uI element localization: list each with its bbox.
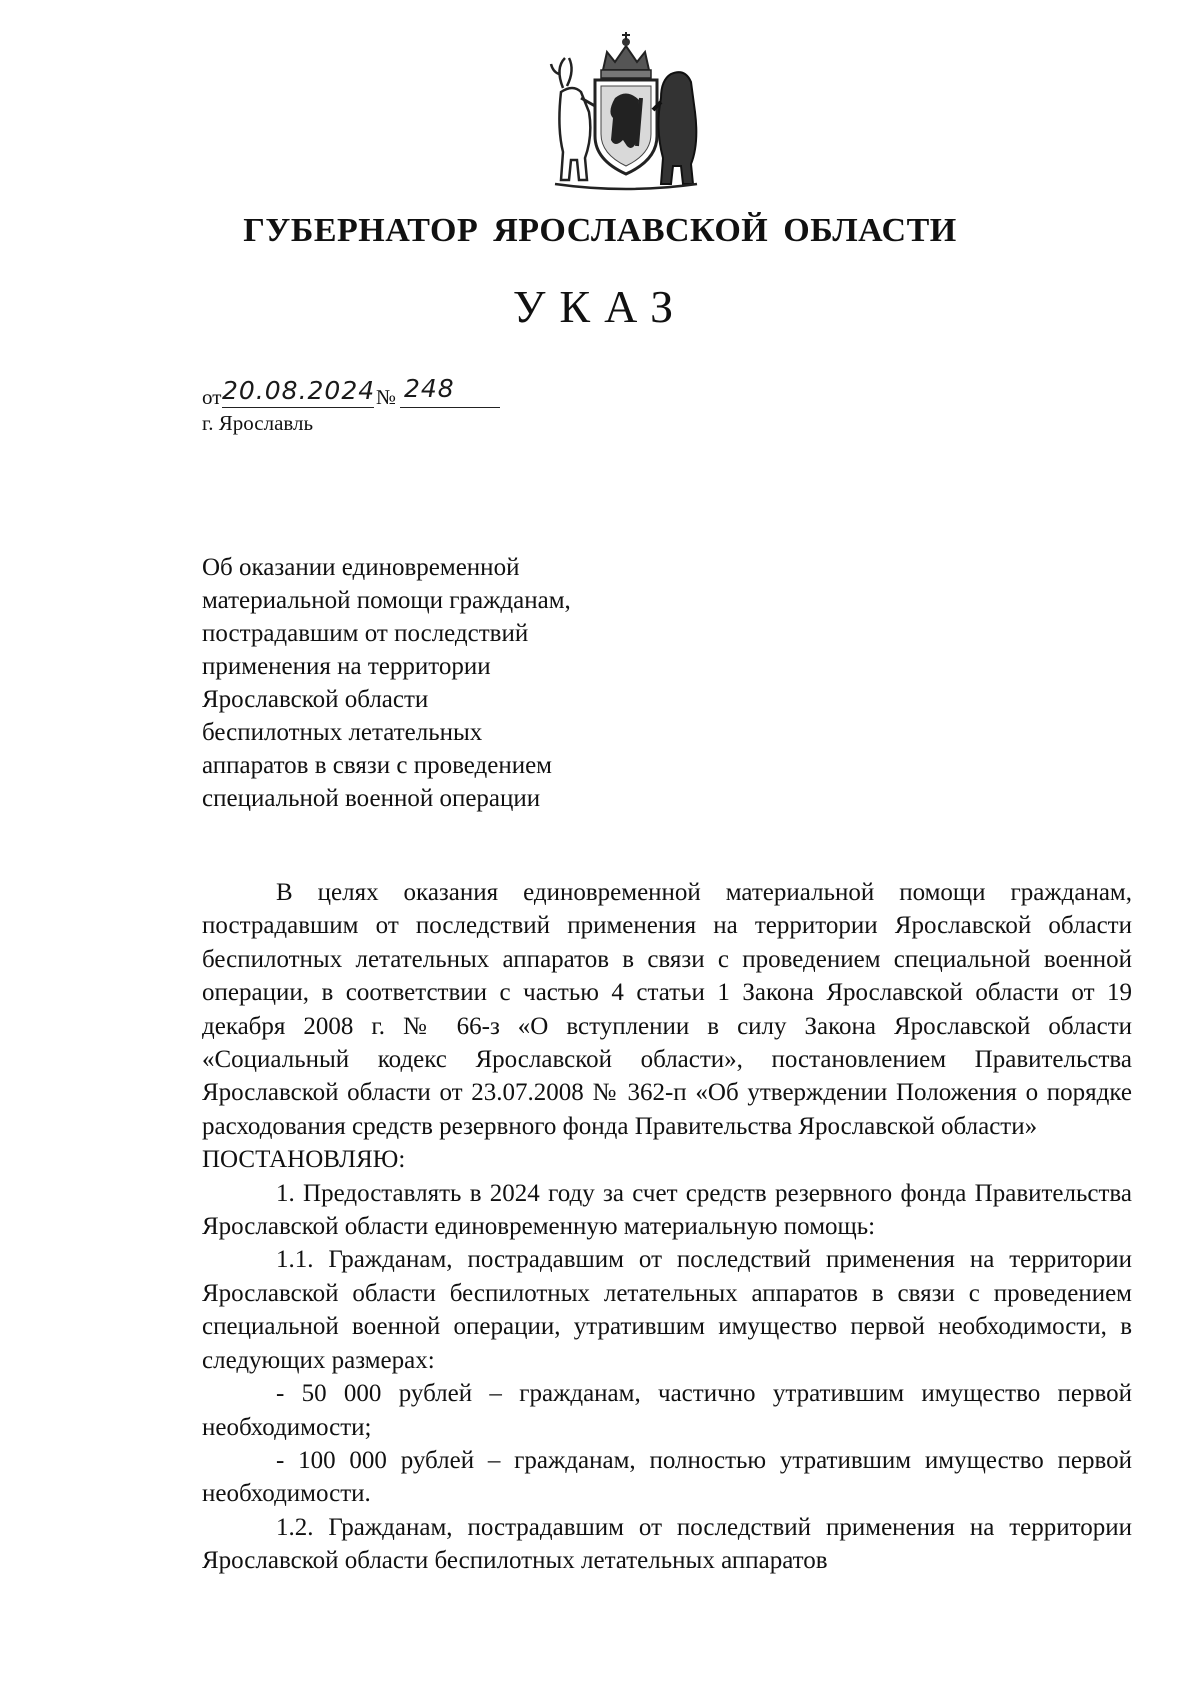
coat-of-arms-icon (545, 28, 707, 198)
item-1-2: 1.2. Гражданам, пострадавшим от последствий применения на территории Ярославской области беспилотных летательных аппаратов (202, 1513, 1132, 1575)
handwritten-number: 248 (404, 374, 455, 403)
subject-line: применения на территории (202, 653, 491, 680)
decree-word: ПОСТАНОВЛЯЮ: (202, 1146, 406, 1174)
date-number-line (202, 374, 562, 409)
subject-line: пострадавшим от последствий (202, 620, 529, 647)
decree-body (202, 876, 1132, 1578)
authority-title: ГУБЕРНАТОР ЯРОСЛАВСКОЙ ОБЛАСТИ (243, 212, 957, 249)
city-of-issue: г. Ярославль (202, 411, 314, 435)
subject-line: беспилотных летательных (202, 719, 483, 746)
subject-line: материальной помощи гражданам, (202, 587, 571, 614)
subject-line: аппаратов в связи с проведением (202, 752, 552, 779)
item-1-1-b: - 100 000 рублей – гражданам, полностью утратившим имущество первой необходимости. (202, 1446, 1132, 1508)
handwritten-date: 20.08.2024 (222, 376, 376, 405)
item-1: 1. Предоставлять в 2024 году за счет средств резервного фонда Правительства Ярославской области единовременную материальную помощь: (202, 1179, 1132, 1241)
document-type: УКАЗ (512, 281, 688, 332)
number-prefix: № (376, 385, 397, 409)
date-underline (222, 407, 374, 408)
item-1-1-a: - 50 000 рублей – гражданам, частично утратившим имущество первой необходимости; (202, 1380, 1132, 1441)
subject-line: Об оказании единовременной (202, 554, 520, 581)
preamble-paragraph: В целях оказания единовременной материальной помощи гражданам, пострадавшим от последствий применения на территории Ярославской области беспилотных летательных аппаратов в связи с проведением специальной военной операции, в соответствии с частью 4 статьи 1 Закона Ярославской области от 19 декабря 2008 г. № 66-з «О вступлении в силу Закона Ярославской области «Социальный кодекс Ярославской области», постановлением Правительства Ярославской области от 23.07.2008 № 362-п «Об утверждении Положения о порядке расходования средств резервного фонда Правительства Ярославской области» (202, 879, 1132, 1140)
item-1-1: 1.1. Гражданам, пострадавшим от последствий применения на территории Ярославской области беспилотных летательных аппаратов в связи с проведением специальной военной операции, утратившим имущество первой необходимости, в следующих размерах: (202, 1246, 1132, 1374)
date-prefix: от (202, 385, 222, 409)
subject-line: специальной военной операции (202, 785, 541, 812)
number-underline (400, 407, 500, 408)
decree-subject (202, 551, 662, 815)
subject-line: Ярославской области (202, 686, 429, 713)
